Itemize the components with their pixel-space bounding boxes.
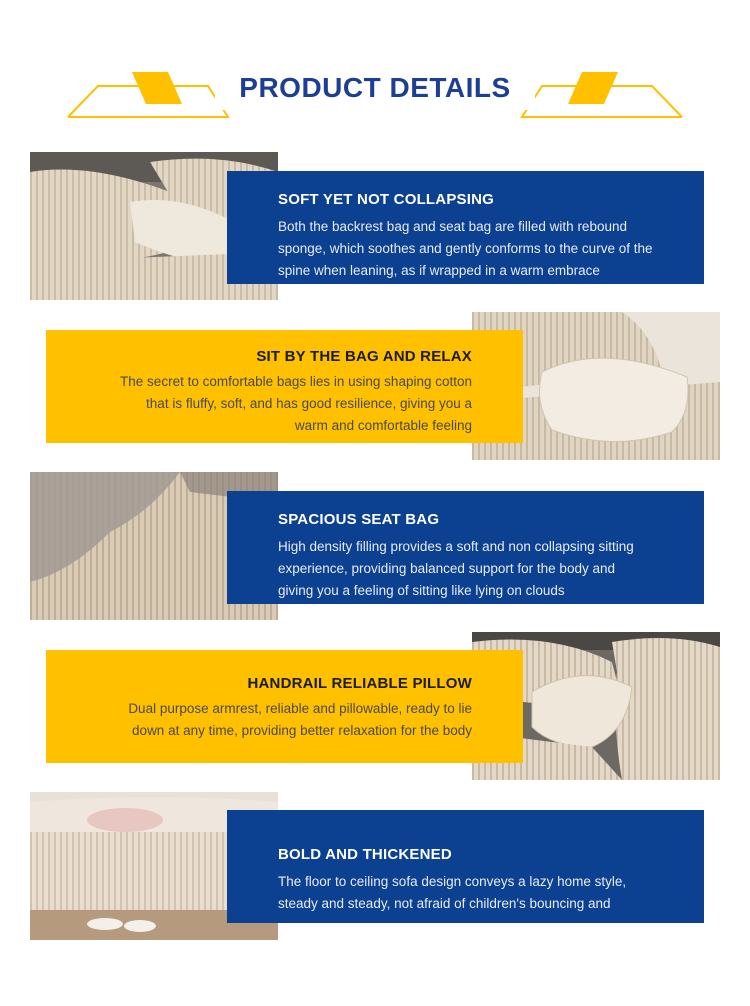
feature-title: SPACIOUS SEAT BAG <box>278 511 440 528</box>
feature-line: Dual purpose armrest, reliable and pillowable, ready to lie <box>128 701 472 716</box>
feature-line: sponge, which soothes and gently conforms to the curve of the <box>278 241 653 256</box>
feature-line: Both the backrest bag and seat bag are filled with rebound <box>278 219 627 234</box>
feature-line: spine when leaning, as if wrapped in a warm embrace <box>278 263 600 278</box>
header-decoration <box>0 0 750 130</box>
feature-card-5 <box>227 810 704 923</box>
feature-line: High density filling provides a soft and non collapsing sitting <box>278 539 634 554</box>
feature-line: warm and comfortable feeling <box>294 418 472 433</box>
feature-title: SIT BY THE BAG AND RELAX <box>256 348 472 365</box>
feature-title: HANDRAIL RELIABLE PILLOW <box>247 675 472 692</box>
feature-line: steady and steady, not afraid of children's bouncing and <box>278 896 611 911</box>
feature-line: The secret to comfortable bags lies in using shaping cotton <box>120 374 472 389</box>
feature-card-1 <box>227 171 704 284</box>
feature-line: down at any time, providing better relaxation for the body <box>132 723 472 738</box>
feature-line: giving you a feeling of sitting like lying on clouds <box>278 583 565 598</box>
feature-title: SOFT YET NOT COLLAPSING <box>278 191 494 208</box>
feature-card-2 <box>46 330 523 443</box>
feature-line: that is fluffy, soft, and has good resilience, giving you a <box>146 396 472 411</box>
feature-card-3 <box>227 491 704 604</box>
feature-title: BOLD AND THICKENED <box>278 846 452 863</box>
page-title: PRODUCT DETAILS <box>239 72 511 103</box>
feature-line: The floor to ceiling sofa design conveys a lazy home style, <box>278 874 627 889</box>
feature-card-4 <box>46 650 523 763</box>
feature-line: experience, providing balanced support for the body and <box>278 561 615 576</box>
